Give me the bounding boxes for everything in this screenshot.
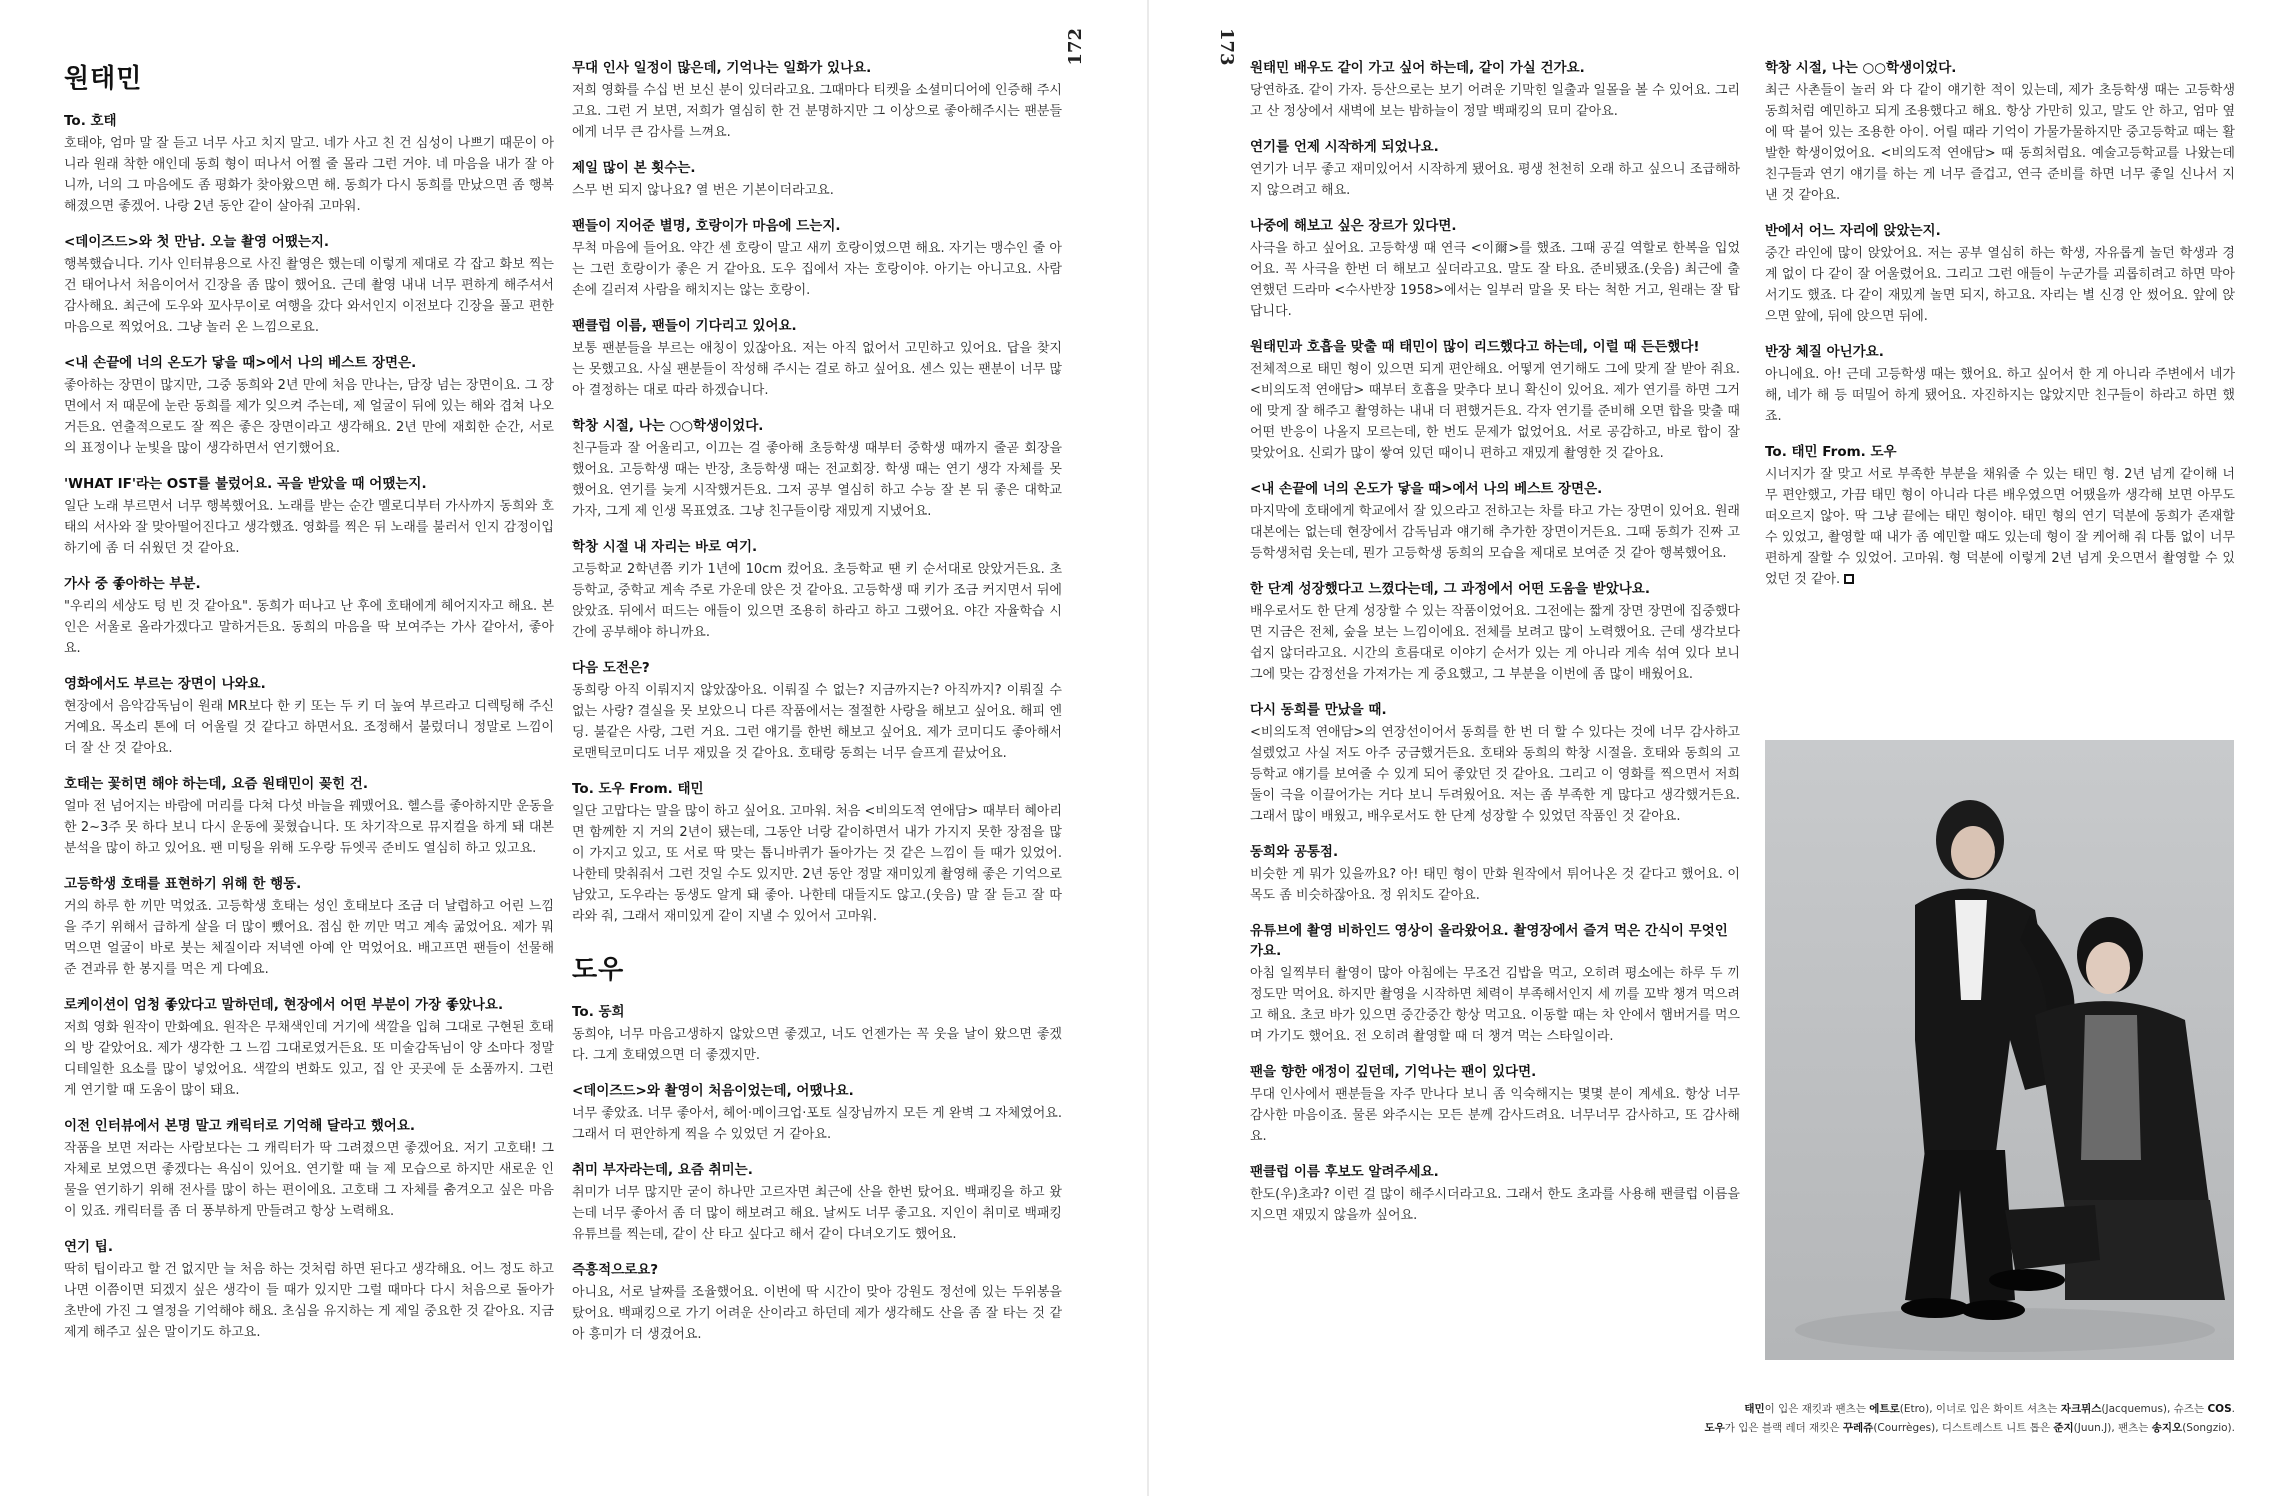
question: 무대 인사 일정이 많은데, 기억나는 일화가 있나요. — [572, 60, 872, 76]
credit-segment: 가 입은 블랙 레더 재킷은 — [1724, 1422, 1843, 1434]
question: 가사 중 좋아하는 부분. — [64, 576, 201, 592]
qa-block — [64, 774, 554, 859]
question: 연기를 언제 시작하게 되었나요. — [1250, 139, 1439, 155]
answer — [572, 180, 1062, 201]
credit-segment: 에트로 — [1869, 1403, 1900, 1415]
question: 반에서 어느 자리에 앉았는지. — [1765, 223, 1941, 239]
answer — [64, 796, 554, 859]
qa-block — [1250, 58, 1740, 122]
qa-list — [572, 58, 1062, 927]
question: 팬을 향한 애정이 깊던데, 기억나는 팬이 있다면. — [1250, 1064, 1537, 1080]
qa-block — [1250, 700, 1740, 827]
credit-line-1 — [1640, 1400, 2235, 1419]
answer — [64, 596, 554, 659]
answer-text: 작품을 보면 저라는 사람보다는 그 캐릭터가 딱 그려졌으면 좋겠어요. 저기 고호태! 그 자체로 보였으면 좋겠다는 욕심이 있어요. 연기할 때 늘 제 모습으로 하지만 새로운 인물을 연기하기 위해 전사를 많이 하는 편이에요. 고호태 그 자체를 춤겨오고 싶은 마음이 있죠. 캐릭터를 좀 더 풍부하게 만들려고 항상 노력해요. — [64, 1141, 554, 1219]
question: 이전 인터뷰에서 본명 말고 캐릭터로 기억해 달라고 했어요. — [64, 1118, 416, 1134]
credit-line-2 — [1640, 1419, 2235, 1438]
answer-text: 일단 노래 부르면서 너무 행복했어요. 노래를 받는 순간 멜로디부터 가사까지 동희와 호태의 서사와 잘 맞아떨어진다고 생각했죠. 영화를 찍은 뒤 노래를 불러서 인지 감정이입하기에 좀 더 쉬웠던 것 같아요. — [64, 499, 554, 556]
interviewee-name: 도우 — [572, 955, 625, 985]
answer-text: 아침 일찍부터 촬영이 많아 아침에는 무조건 김밥을 먹고, 오히려 평소에는 하루 두 끼 정도만 먹어요. 하지만 촬영을 시작하면 체력이 부족해서인지 세 끼를 꼬박 챙겨 먹으려고 해요. 초코 바가 있으면 중간중간 항상 먹고요. 이동할 때는 차 안에서 햄버거를 먹으며 가기도 했어요. 전 오히려 촬영할 때 더 챙겨 먹는 스타일이라. — [1250, 966, 1740, 1044]
answer-text: 연기가 너무 좋고 재미있어서 시작하게 됐어요. 평생 천천히 오래 하고 싶으니 조급해하지 않으려고 해요. — [1250, 162, 1740, 198]
qa-list — [1250, 58, 1740, 1226]
answer-text: 시너지가 잘 맞고 서로 부족한 부분을 채워줄 수 있는 태민 형. 2년 넘게 같이해 너무 편안했고, 가끔 태민 형이 아니라 다른 배우였으면 어땠을까 생각해 보면 아무도 떠오르지 않아. 딱 그냥 끝에는 태민 형이야. 태민 형의 연기 덕분에 동희가 존재할 수 있었고, 촬영할 때 내가 좀 예민할 때도 있는데 형이 잘 케어해 줘 다툼 없이 너무 편하게 잘할 수 있었어. 고마워. 형 덕분에 이렇게 2년 넘게 웃으면서 촬영할 수 있었던 것 같아. — [1765, 467, 2235, 587]
question: To. 호태 — [64, 113, 117, 129]
qa-block — [572, 537, 1062, 643]
answer-text: 당연하죠. 같이 가자. 등산으로는 보기 어려운 기막힌 일출과 일몰을 볼 수 있어요. 그리고 산 정상에서 새벽에 보는 밤하늘이 정말 백패킹의 묘미 같아요. — [1250, 83, 1740, 119]
answer — [572, 1182, 1062, 1245]
qa-block — [1250, 216, 1740, 322]
answer-text: 스무 번 되지 않나요? 열 번은 기본이더라고요. — [572, 183, 834, 198]
answer — [572, 680, 1062, 764]
qa-block — [572, 316, 1062, 401]
answer — [1765, 464, 2235, 590]
answer-text: 최근 사촌들이 놀러 와 다 같이 얘기한 적이 있는데, 제가 초등학생 때는 고등학생 동희처럼 예민하고 되게 조용했다고 해요. 항상 가만히 있고, 말도 안 하고, 엄마 옆에 딱 붙어 있는 조용한 아이. 어릴 때라 기억이 가물가물하지만 중고등학교 때는 활발한 학생이었어요. <비의도적 연애담> 때 동희처럼요. 예술고등학교를 나왔는데 친구들과 연기 얘기를 하는 게 너무 즐겁고, 연극 준비를 하면 너무 좋일 신나서 지낸 것 같아요. — [1765, 83, 2235, 203]
column-2 — [572, 58, 1062, 1360]
answer-text: 전체적으로 태민 형이 있으면 되게 편안해요. 어떻게 연기해도 그에 맞게 잘 받아 줘요. <비의도적 연애담> 때부터 호흡을 맞추다 보니 확신이 있어요. 제가 연기를 하면 그거에 맞게 잘 해주고 촬영하는 내내 더 편했거든요. 각자 연기를 준비해 오면 합을 맞출 때 어떤 반응이 나올지 모르는데, 한 번도 문제가 없었어요. 서로 공감하고, 바로 합이 잘 맞았어요. 신뢰가 많이 쌓여 있던 때이니 편하고 재밌게 촬영한 것 같아요. — [1250, 362, 1740, 461]
answer — [572, 1024, 1062, 1066]
answer-text: "우리의 세상도 텅 빈 것 같아요". 동희가 떠나고 난 후에 호태에게 헤어지자고 해요. 본인은 서울로 올라가겠다고 말하거든요. 동희의 마음을 딱 보여주는 가사 같아서, 좋아요. — [64, 599, 554, 656]
answer-text: 저희 영화를 수십 번 보신 분이 있더라고요. 그때마다 티켓을 소셜미디어에 인증해 주시고요. 그런 거 보면, 저희가 열심히 한 건 분명하지만 그 이상으로 좋아해주시는 팬분들에게 너무 큰 감사를 느껴요. — [572, 83, 1062, 140]
credit-segment: 자크뮈스 — [2060, 1403, 2102, 1415]
qa-block — [572, 658, 1062, 764]
question: 제일 많이 본 횟수는. — [572, 160, 696, 176]
qa-block — [1765, 442, 2235, 590]
answer — [1250, 1184, 1740, 1226]
answer — [572, 1282, 1062, 1345]
question: 반장 체질 아닌가요. — [1765, 344, 1884, 360]
answer — [1250, 1084, 1740, 1147]
answer — [1250, 722, 1740, 827]
qa-block — [1765, 58, 2235, 206]
answer — [1250, 80, 1740, 122]
question: 로케이션이 엄청 좋았다고 말하던데, 현장에서 어떤 부분이 가장 좋았나요. — [64, 997, 504, 1013]
answer-text: 행복했습니다. 기사 인터뷰용으로 사진 촬영은 했는데 이렇게 제대로 각 잡고 화보 찍는 건 태어나서 처음이어서 긴장을 좀 많이 했어요. 근데 촬영 내내 너무 편하게 해주셔서 감사해요. 최근에 도우와 꼬사무이로 여행을 갔다 와서인지 이전보다 긴장을 풀고 편한 마음으로 찍었어요. 그냥 놀러 온 느낌으로요. — [64, 257, 554, 335]
page-gutter — [1147, 0, 1149, 1496]
credit-segment: (Jacquemus), 슈즈는 — [2101, 1403, 2208, 1415]
qa-block — [64, 1237, 554, 1343]
answer — [64, 375, 554, 459]
answer — [572, 1103, 1062, 1145]
credit-segment: COS — [2207, 1403, 2232, 1415]
answer-text: 취미가 너무 많지만 굳이 하나만 고르자면 최근에 산을 한번 탔어요. 백패킹을 하고 왔는데 너무 좋아서 좀 더 많이 해보려고 해요. 날씨도 너무 좋고요. 지인이 취미로 백패킹 유튜브를 찍는데, 같이 산 타고 싶다고 해서 같이 다녀오기도 했어요. — [572, 1185, 1062, 1242]
column-4 — [1765, 58, 2235, 605]
credit-segment: 이 입은 재킷과 팬츠는 — [1764, 1403, 1870, 1415]
answer — [572, 80, 1062, 143]
credit-segment: (Courrèges), 디스트레스트 니트 톱은 — [1873, 1422, 2054, 1434]
answer — [1765, 80, 2235, 206]
answer — [572, 801, 1062, 927]
answer — [1250, 601, 1740, 685]
answer — [572, 238, 1062, 301]
qa-block — [1250, 842, 1740, 906]
answer-text: 호태야, 엄마 말 잘 듣고 너무 사고 치지 말고. 네가 사고 친 건 심성이 나쁘기 때문이 아니라 원래 착한 애인데 동희 형이 떠나서 어쩔 줄 몰라 그런 거야. 네 마음을 내가 잘 아니까, 너의 그 마음에도 좀 평화가 찾아왔으면 해. 동희가 다시 동희를 만났으면 좀 행복해졌으면 좋겠어. 나랑 2년 동안 같이 살아줘 고마워. — [64, 136, 554, 214]
answer — [1250, 159, 1740, 201]
qa-block — [572, 58, 1062, 143]
answer-text: 동희야, 너무 마음고생하지 않았으면 좋겠고, 너도 언젠가는 꼭 웃을 날이 왔으면 좋겠다. 그게 호태였으면 더 좋겠지만. — [572, 1027, 1062, 1063]
answer — [1250, 864, 1740, 906]
credit-segment: 태민 — [1744, 1403, 1765, 1415]
question: <데이즈드>와 촬영이 처음이었는데, 어땠나요. — [572, 1083, 854, 1099]
qa-block — [572, 1002, 1062, 1066]
qa-block — [572, 416, 1062, 522]
credit-segment: . — [2231, 1403, 2235, 1415]
question: 팬클럽 이름, 팬들이 기다리고 있어요. — [572, 318, 797, 334]
answer — [64, 133, 554, 217]
qa-block — [1250, 1062, 1740, 1147]
credit-segment: (Songzio). — [2182, 1422, 2235, 1434]
answer-text: 배우로서도 한 단계 성장할 수 있는 작품이었어요. 그전에는 짧게 장면 장면에 집중했다면 지금은 전체, 숲을 보는 느낌이에요. 전체를 보려고 많이 노력했어요. 근데 생각보다 쉽지 않더라고요. 시간의 흐름대로 이야기 순서가 있는 게 아니라 게속 섞여 있다 보니 그에 맞는 감정선을 가져가는 게 중요했고, 그 부분을 이번에 좀 많이 배웠어요. — [1250, 604, 1740, 682]
credit-segment: 송지오 — [2151, 1422, 2183, 1434]
qa-block — [64, 874, 554, 980]
qa-block — [64, 353, 554, 459]
answer-text: 친구들과 잘 어울리고, 이끄는 걸 좋아해 초등학생 때부터 중학생 때까지 줄곧 회장을 했어요. 고등학생 때는 반장, 초등학생 때는 전교회장. 학생 때는 연기 생각 자체를 못 했어요. 연기를 늦게 시작했거든요. 그저 공부 열심히 하고 수능 잘 본 뒤 좋은 대학교 가자, 그게 제 인생 목표였죠. 그냥 친구들이랑 재밌게 지냈어요. — [572, 441, 1062, 519]
answer-text: 비슷한 게 뭐가 있을까요? 아! 태민 형이 만화 원작에서 튀어나온 것 같다고 했어요. 이목도 좀 비슷하잖아요. 정 위치도 같아요. — [1250, 867, 1740, 903]
page-number-left: 172 — [1065, 28, 1086, 66]
question: 원태민과 호흡을 맞출 때 태민이 많이 리드했다고 하는데, 이럴 때 든든했다! — [1250, 339, 1700, 355]
credit-segment: (Etro), 이너로 입은 화이트 셔츠는 — [1899, 1403, 2061, 1415]
answer-text: 아니요, 서로 날짜를 조율했어요. 이번에 딱 시간이 맞아 강원도 정선에 있는 두위봉을 탔어요. 백패킹으로 가기 어려운 산이라고 하던데 제가 생각해도 산을 좀 잘 타는 것 같아 흥미가 더 생겼어요. — [572, 1285, 1062, 1342]
question: <내 손끝에 너의 온도가 닿을 때>에서 나의 베스트 장면은. — [64, 355, 417, 371]
answer — [1250, 359, 1740, 464]
answer-text: 동희랑 아직 이뤄지지 않았잖아요. 이뤄질 수 없는? 지금까지는? 아직까지? 이뤄질 수 없는 사랑? 결실을 못 보았으니 다른 작품에서는 절절한 사랑을 해보고 싶어요. 해피 엔딩. 불같은 사랑, 그런 거요. 그런 얘기를 한번 해보고 싶어요. 제가 코미디도 좋아해서 로맨틱코미디도 너무 재밌을 것 같아요. 호태랑 동희는 너무 슬프게 끝났어요. — [572, 683, 1062, 761]
qa-block — [1250, 579, 1740, 685]
qa-block — [1250, 1162, 1740, 1226]
qa-block — [1250, 137, 1740, 201]
qa-block — [64, 995, 554, 1101]
question: 고등학생 호태를 표현하기 위해 한 행동. — [64, 876, 302, 892]
qa-block — [1250, 337, 1740, 464]
question: 다음 도전은? — [572, 660, 650, 676]
answer-text: 고등학교 2학년쯤 키가 1년에 10cm 컸어요. 초등학교 땐 키 순서대로 앉았거든요. 초등학교, 중학교 계속 주로 가운데 앉은 것 같아요. 고등학생 때 키가 조금 커지면서 뒤에 앉았죠. 뒤에서 떠드는 애들이 있으면 조용히 하라고 하고 그랬어요. 야간 자율학습 시간에 공부해야 하니까요. — [572, 562, 1062, 640]
answer — [572, 559, 1062, 643]
question: <데이즈드>와 첫 만남. 오늘 촬영 어땠는지. — [64, 234, 330, 250]
answer — [1765, 364, 2235, 427]
answer — [64, 1138, 554, 1222]
answer-text: 거의 하루 한 끼만 먹었죠. 고등학생 호태는 성인 호태보다 조금 더 날렵하고 어린 느낌을 주기 위해서 급하게 살을 더 많이 뺐어요. 점심 한 끼만 먹고 계속 굶었어요. 제가 뭐 먹으면 얼굴이 바로 붓는 체질이라 저녁엔 아예 안 먹었어요. 배고프면 팬들이 선물해 준 견과류 한 봉지를 먹은 게 다예요. — [64, 899, 554, 977]
answer-text: 무척 마음에 들어요. 약간 센 호랑이 말고 새끼 호랑이였으면 해요. 자기는 맹수인 줄 아는 그런 호랑이가 좋은 거 같아요. 도우 집에서 자는 호랑이야. 아기는 아니고요. 사람 손에 길러져 사람을 해치지는 않는 호랑이. — [572, 241, 1062, 298]
credit-segment: 꾸레쥬 — [1842, 1422, 1874, 1434]
qa-list — [572, 1002, 1062, 1345]
answer-text: 너무 좋았죠. 너무 좋아서, 헤어·메이크업·포토 실장님까지 모든 게 완벽 그 자체였어요. 그래서 더 편안하게 찍을 수 있었던 거 같아요. — [572, 1106, 1062, 1142]
qa-block — [572, 158, 1062, 201]
answer-text: 저희 영화 원작이 만화예요. 원작은 무채색인데 거기에 색깔을 입혀 그대로 구현된 호태의 방 같았어요. 제가 생각한 그 느낌 그대로였거든요. 또 미술감독님이 양 소마다 정말 디테일한 요소를 많이 넣었어요. 색깔의 변화도 있고, 집 안 곳곳에 둔 소품까지. 그런 게 연기할 때 도움이 많이 돼요. — [64, 1020, 554, 1098]
answer-text: 마지막에 호태에게 학교에서 잘 있으라고 전하고는 차를 타고 가는 장면이 있어요. 원래 대본에는 없는데 현장에서 감독님과 얘기해 추가한 장면이거든요. 그때 동희가 진짜 고등학생처럼 웃는데, 뭔가 고등학생 동희의 모습을 제대로 보여준 것 같아 행복했어요. — [1250, 504, 1740, 561]
photo-illustration — [1765, 740, 2234, 1360]
answer-text: <비의도적 연애담>의 연장선이어서 동희를 한 번 더 할 수 있다는 것에 너무 감사하고 설렜었고 사실 저도 아주 궁금했거든요. 호태와 동희의 학창 시절을. 호태와 동희의 고등학교 얘기를 보여줄 수 있게 되어 좋았던 것 같아요. 그리고 이 영화를 찍으면서 저희 둘이 극을 이끌어가는 거다 보니 두려웠어요. 저는 좀 부족한 게 많다고 생각했거든요. 그래서 많이 배웠고, 배우로서도 한 단계 성장할 수 있었던 작품인 것 같아요. — [1250, 725, 1740, 824]
question: 나중에 해보고 싶은 장르가 있다면. — [1250, 218, 1457, 234]
qa-block — [64, 574, 554, 659]
answer-text: 한도(우)초과? 이런 걸 많이 해주시더라고요. 그래서 한도 초과를 사용해 팬클럽 이름을 지으면 재밌지 않을까 싶어요. — [1250, 1187, 1740, 1223]
qa-block — [64, 232, 554, 338]
answer — [1765, 243, 2235, 327]
qa-list — [1765, 58, 2235, 590]
qa-block — [64, 474, 554, 559]
question: 학창 시절, 나는 ○○학생이었다. — [1765, 60, 1957, 76]
answer-text: 얼마 전 넘어지는 바람에 머리를 다쳐 다섯 바늘을 꿰맸어요. 헬스를 좋아하지만 운동을 한 2~3주 못 하다 보니 다시 운동에 꽂혔습니다. 또 차기작으로 뮤지컬을 하게 돼 대본 분석을 많이 하고 있어요. 팬 미팅을 위해 도우랑 듀엣곡 준비도 열심히 하고 있고요. — [64, 799, 554, 856]
qa-block — [572, 1081, 1062, 1145]
credit-segment: 도우 — [1704, 1422, 1725, 1434]
question: <내 손끝에 너의 온도가 닿을 때>에서 나의 베스트 장면은. — [1250, 481, 1603, 497]
answer — [64, 254, 554, 338]
qa-block — [1250, 479, 1740, 564]
answer — [64, 896, 554, 980]
qa-block — [572, 216, 1062, 301]
column-3 — [1250, 58, 1740, 1241]
qa-block — [572, 779, 1062, 927]
answer — [1250, 963, 1740, 1047]
answer-text: 아니에요. 아! 근데 고등학생 때는 했어요. 하고 싶어서 한 게 아니라 주변에서 네가 해, 네가 해 등 떠밀어 하게 됐어요. 자진하지는 않았지만 친구들이 하라고 하면 했죠. — [1765, 367, 2235, 424]
answer-text: 사극을 하고 싶어요. 고등학생 때 연극 <이爾>를 했죠. 그때 공길 역할로 한복을 입었어요. 꼭 사극을 한번 더 해보고 싶더라고요. 말도 잘 타요. 준비됐죠.(웃음) 최근에 출연했던 드라마 <수사반장 1958>에서는 일부러 말을 못 타는 척한 거고, 원래는 잘 탑답니다. — [1250, 241, 1740, 319]
qa-block — [64, 1116, 554, 1222]
end-mark-icon — [1844, 574, 1854, 584]
question: 즉흥적으로요? — [572, 1262, 659, 1278]
question: 팬들이 지어준 별명, 호랑이가 마음에 드는지. — [572, 218, 841, 234]
page-number-right: 173 — [1216, 28, 1237, 66]
qa-block — [1765, 342, 2235, 427]
qa-block — [64, 674, 554, 759]
qa-block — [64, 111, 554, 217]
qa-block — [572, 1260, 1062, 1345]
question: 영화에서도 부르는 장면이 나와요. — [64, 676, 266, 692]
question: 한 단계 성장했다고 느꼈다는데, 그 과정에서 어떤 도움을 받았나요. — [1250, 581, 1650, 597]
fashion-photo — [1765, 740, 2234, 1360]
answer-text: 좋아하는 장면이 많지만, 그중 동희와 2년 만에 처음 만나는, 담장 넘는 장면이요. 그 장면에서 저 때문에 눈란 동희를 제가 잊으켜 주는데, 제 얼굴이 뒤에 있는 해와 겹쳐 나오거든요. 연출적으로도 잘 찍은 좋은 장면이라고 생각해요. 2년 만에 재회한 순간, 서로의 표정이나 눈빛을 많이 생각하면서 연기했어요. — [64, 378, 554, 456]
question: 팬클럽 이름 후보도 알려주세요. — [1250, 1164, 1439, 1180]
answer-text: 무대 인사에서 팬분들을 자주 만나다 보니 좀 익숙해지는 몇몇 분이 계세요. 항상 너무 감사한 마음이죠. 물론 와주시는 모든 분께 감사드려요. 너무너무 감사하고, 또 감사해요. — [1250, 1087, 1740, 1144]
answer — [1250, 501, 1740, 564]
answer-text: 딱히 팁이라고 할 건 없지만 늘 처음 하는 것처럼 하면 된다고 생각해요. 어느 정도 하고 나면 이쯤이면 되겠지 싶은 생각이 들 때가 있지만 그럴 때마다 다시 처음으로 돌아가 초반에 가진 그 열정을 기억해야 해요. 초심을 유지하는 게 제일 중요한 것 같아요. 지금 제게 해주고 싶은 말이기도 하고요. — [64, 1262, 554, 1340]
answer — [572, 338, 1062, 401]
question: 취미 부자라는데, 요즘 취미는. — [572, 1162, 753, 1178]
answer-text: 중간 라인에 많이 앉았어요. 저는 공부 열심히 하는 학생, 자유롭게 놀던 학생과 경계 없이 다 같이 잘 어울렸어요. 그리고 그런 애들이 누군가를 괴롭히려고 하면 막아서기도 했죠. 다 같이 재밌게 놀면 되지, 하고요. 자리는 별 신경 안 썼어요. 앞에 앉으면 앞에, 뒤에 앉으면 뒤에. — [1765, 246, 2235, 324]
question: 연기 팁. — [64, 1239, 113, 1255]
question: 원태민 배우도 같이 가고 싶어 하는데, 같이 가실 건가요. — [1250, 60, 1585, 76]
qa-block — [1765, 221, 2235, 327]
credit-segment: (Juun.J), 팬츠는 — [2073, 1422, 2152, 1434]
answer-text: 보통 팬분들을 부르는 애칭이 있잖아요. 저는 아직 없어서 고민하고 있어요. 답을 찾지는 못했고요. 사실 팬분들이 작성해 주시는 걸로 하고 싶어요. 센스 있는 팬분이 너무 많아 결정하는 대로 따라 하겠습니다. — [572, 341, 1062, 398]
question: To. 동희 — [572, 1004, 625, 1020]
answer — [64, 696, 554, 759]
answer-text: 현장에서 음악감독님이 원래 MR보다 한 키 또는 두 키 더 높여 부르라고 디렉팅해 주신 거예요. 목소리 톤에 더 어울릴 것 같다고 하면서요. 조정해서 불렀더니 정말로 느낌이 더 잘 산 것 같아요. — [64, 699, 554, 756]
question: 학창 시절, 나는 ○○학생이었다. — [572, 418, 764, 434]
interviewee-name: 원태민 — [64, 64, 143, 94]
question: 'WHAT IF'라는 OST를 불렀어요. 곡을 받았을 때 어땠는지. — [64, 476, 427, 492]
question: 학창 시절 내 자리는 바로 여기. — [572, 539, 758, 555]
credit-segment: 준지 — [2053, 1422, 2074, 1434]
qa-block — [1250, 921, 1740, 1047]
column-1 — [64, 58, 554, 1358]
qa-block — [572, 1160, 1062, 1245]
question: 유튜브에 촬영 비하인드 영상이 올라왔어요. 촬영장에서 즐겨 먹은 간식이 무엇인가요. — [1250, 923, 1728, 959]
qa-list — [64, 111, 554, 1343]
question: 호태는 꽃히면 해야 하는데, 요즘 원태민이 꽂힌 건. — [64, 776, 368, 792]
question: 동희와 공통점. — [1250, 844, 1339, 860]
answer — [64, 496, 554, 559]
question: To. 태민 From. 도우 — [1765, 444, 1897, 460]
answer — [1250, 238, 1740, 322]
answer-text: 일단 고맙다는 말을 많이 하고 싶어요. 고마워. 처음 <비의도적 연애담> 때부터 혜아리면 함께한 지 거의 2년이 됐는데, 그동안 너랑 같이하면서 내가 가지지 못한 장점을 많이 가지고 있고, 또 서로 딱 맞는 톱니바퀴가 돌아가는 것 같은 느낌이 들 때가 있었어. 나한테 맞춰줘서 그런 것일 수도 있지만. 2년 동안 정말 재미있게 촬영해 좋은 기억으로 남았고, 도우라는 동생도 알게 돼 좋아. 나한테 대들지도 않고.(웃음) 말 잘 듣고 잘 따라와 줘, 그래서 재미있게 같이 지낼 수 있어서 고마워. — [572, 804, 1062, 924]
photo-credit — [1640, 1400, 2235, 1438]
question: To. 도우 From. 태민 — [572, 781, 704, 797]
answer — [64, 1259, 554, 1343]
answer — [64, 1017, 554, 1101]
answer — [572, 438, 1062, 522]
question: 다시 동희를 만났을 때. — [1250, 702, 1387, 718]
